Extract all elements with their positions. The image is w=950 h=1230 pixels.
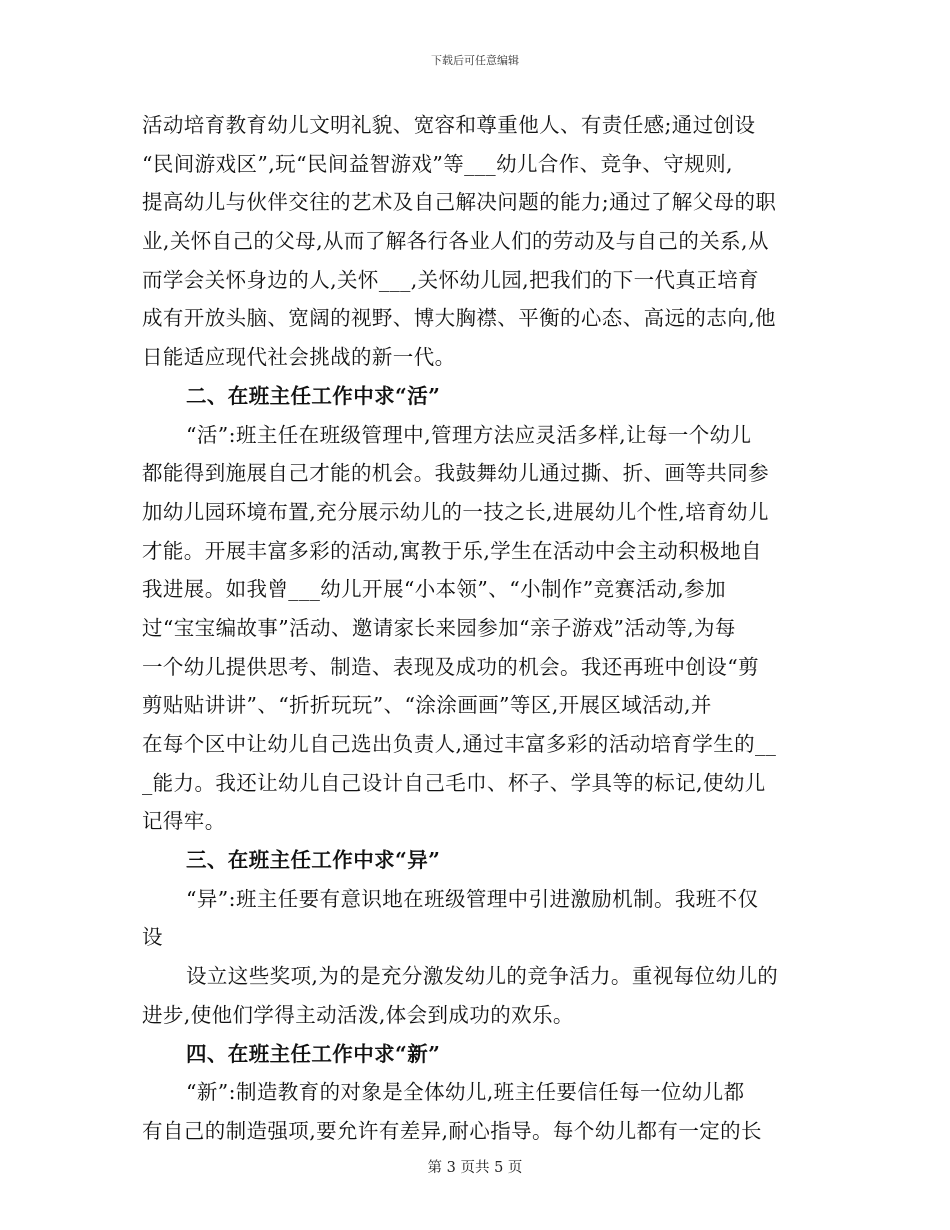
paragraph-line: 在每个区中让幼儿自己选出负责人,通过丰富多彩的活动培育学生的__	[142, 732, 777, 756]
paragraph-line: 我进展。如我曾___幼儿开展“小本领”、“小制作”竞赛活动,参加	[142, 577, 726, 602]
paragraph-line: 设	[142, 925, 163, 950]
paragraph-line: 剪贴贴讲讲”、“折折玩玩”、“涂涂画画”等区,开展区域活动,并	[142, 693, 712, 718]
paragraph-line: 进步,使他们学得主动活泼,体会到成功的欢乐。	[142, 1002, 574, 1027]
paragraph-line: 设立这些奖项,为的是充分激发幼儿的竞争活力。重视每位幼儿的	[186, 964, 779, 989]
paragraph-line: 成有开放头脑、宽阔的视野、博大胸襟、平衡的心态、高远的志向,他	[142, 306, 776, 331]
page-header: 下载后可任意编辑	[431, 54, 519, 67]
document-body	[142, 106, 810, 1151]
paragraph-line: 有自己的制造强项,要允许有差异,耐心指导。每个幼儿都有一定的长	[142, 1118, 762, 1143]
paragraph-line: “民间游戏区”,玩“民间益智游戏”等___幼儿合作、竞争、守规则,	[142, 151, 733, 176]
paragraph-line: 日能适应现代社会挑战的新一代。	[142, 345, 456, 370]
paragraph-line: 过“宝宝编故事”活动、邀请家长来园参加“亲子游戏”活动等,为每	[142, 615, 736, 640]
paragraph-line: 提高幼儿与伙伴交往的艺术及自己解决问题的能力;通过了解父母的职	[142, 190, 777, 215]
section-heading: 四、在班主任工作中求“新”	[186, 1041, 441, 1066]
paragraph-line: 都能得到施展自己才能的机会。我鼓舞幼儿通过撕、折、画等共同参	[142, 461, 769, 486]
paragraph-line: 活动培育教育幼儿文明礼貌、宽容和尊重他人、有责任感;通过创设	[142, 113, 756, 137]
paragraph-line: “活”:班主任在班级管理中,管理方法应灵活多样,让每一个幼儿	[186, 422, 752, 447]
paragraph-line: 业,关怀自己的父母,从而了解各行各业人们的劳动及与自己的关系,从	[142, 229, 769, 254]
page-number: 第 3 页共 5 页	[427, 1160, 523, 1176]
paragraph-line: 一个幼儿提供思考、制造、表现及成功的机会。我还再班中创设“剪	[142, 654, 759, 679]
paragraph-line: 加幼儿园环境布置,充分展示幼儿的一技之长,进展幼儿个性,培育幼儿	[142, 499, 769, 524]
paragraph-line: “异”:班主任要有意识地在班级管理中引进激励机制。我班不仅	[186, 886, 759, 911]
paragraph-line: 才能。开展丰富多彩的活动,寓教于乐,学生在活动中会主动积极地自	[142, 538, 762, 563]
section-heading: 三、在班主任工作中求“异”	[186, 848, 441, 873]
paragraph-line: 记得牢。	[142, 809, 226, 834]
paragraph-line: “新”:制造教育的对象是全体幼儿,班主任要信任每一位幼儿都	[186, 1080, 745, 1105]
section-heading: 二、在班主任工作中求“活”	[186, 383, 441, 408]
paragraph-line: 而学会关怀身边的人,关怀___,关怀幼儿园,把我们的下一代真正培育	[142, 267, 759, 292]
paragraph-line: _能力。我还让幼儿自己设计自己毛巾、杯子、学具等的标记,使幼儿	[142, 770, 766, 795]
